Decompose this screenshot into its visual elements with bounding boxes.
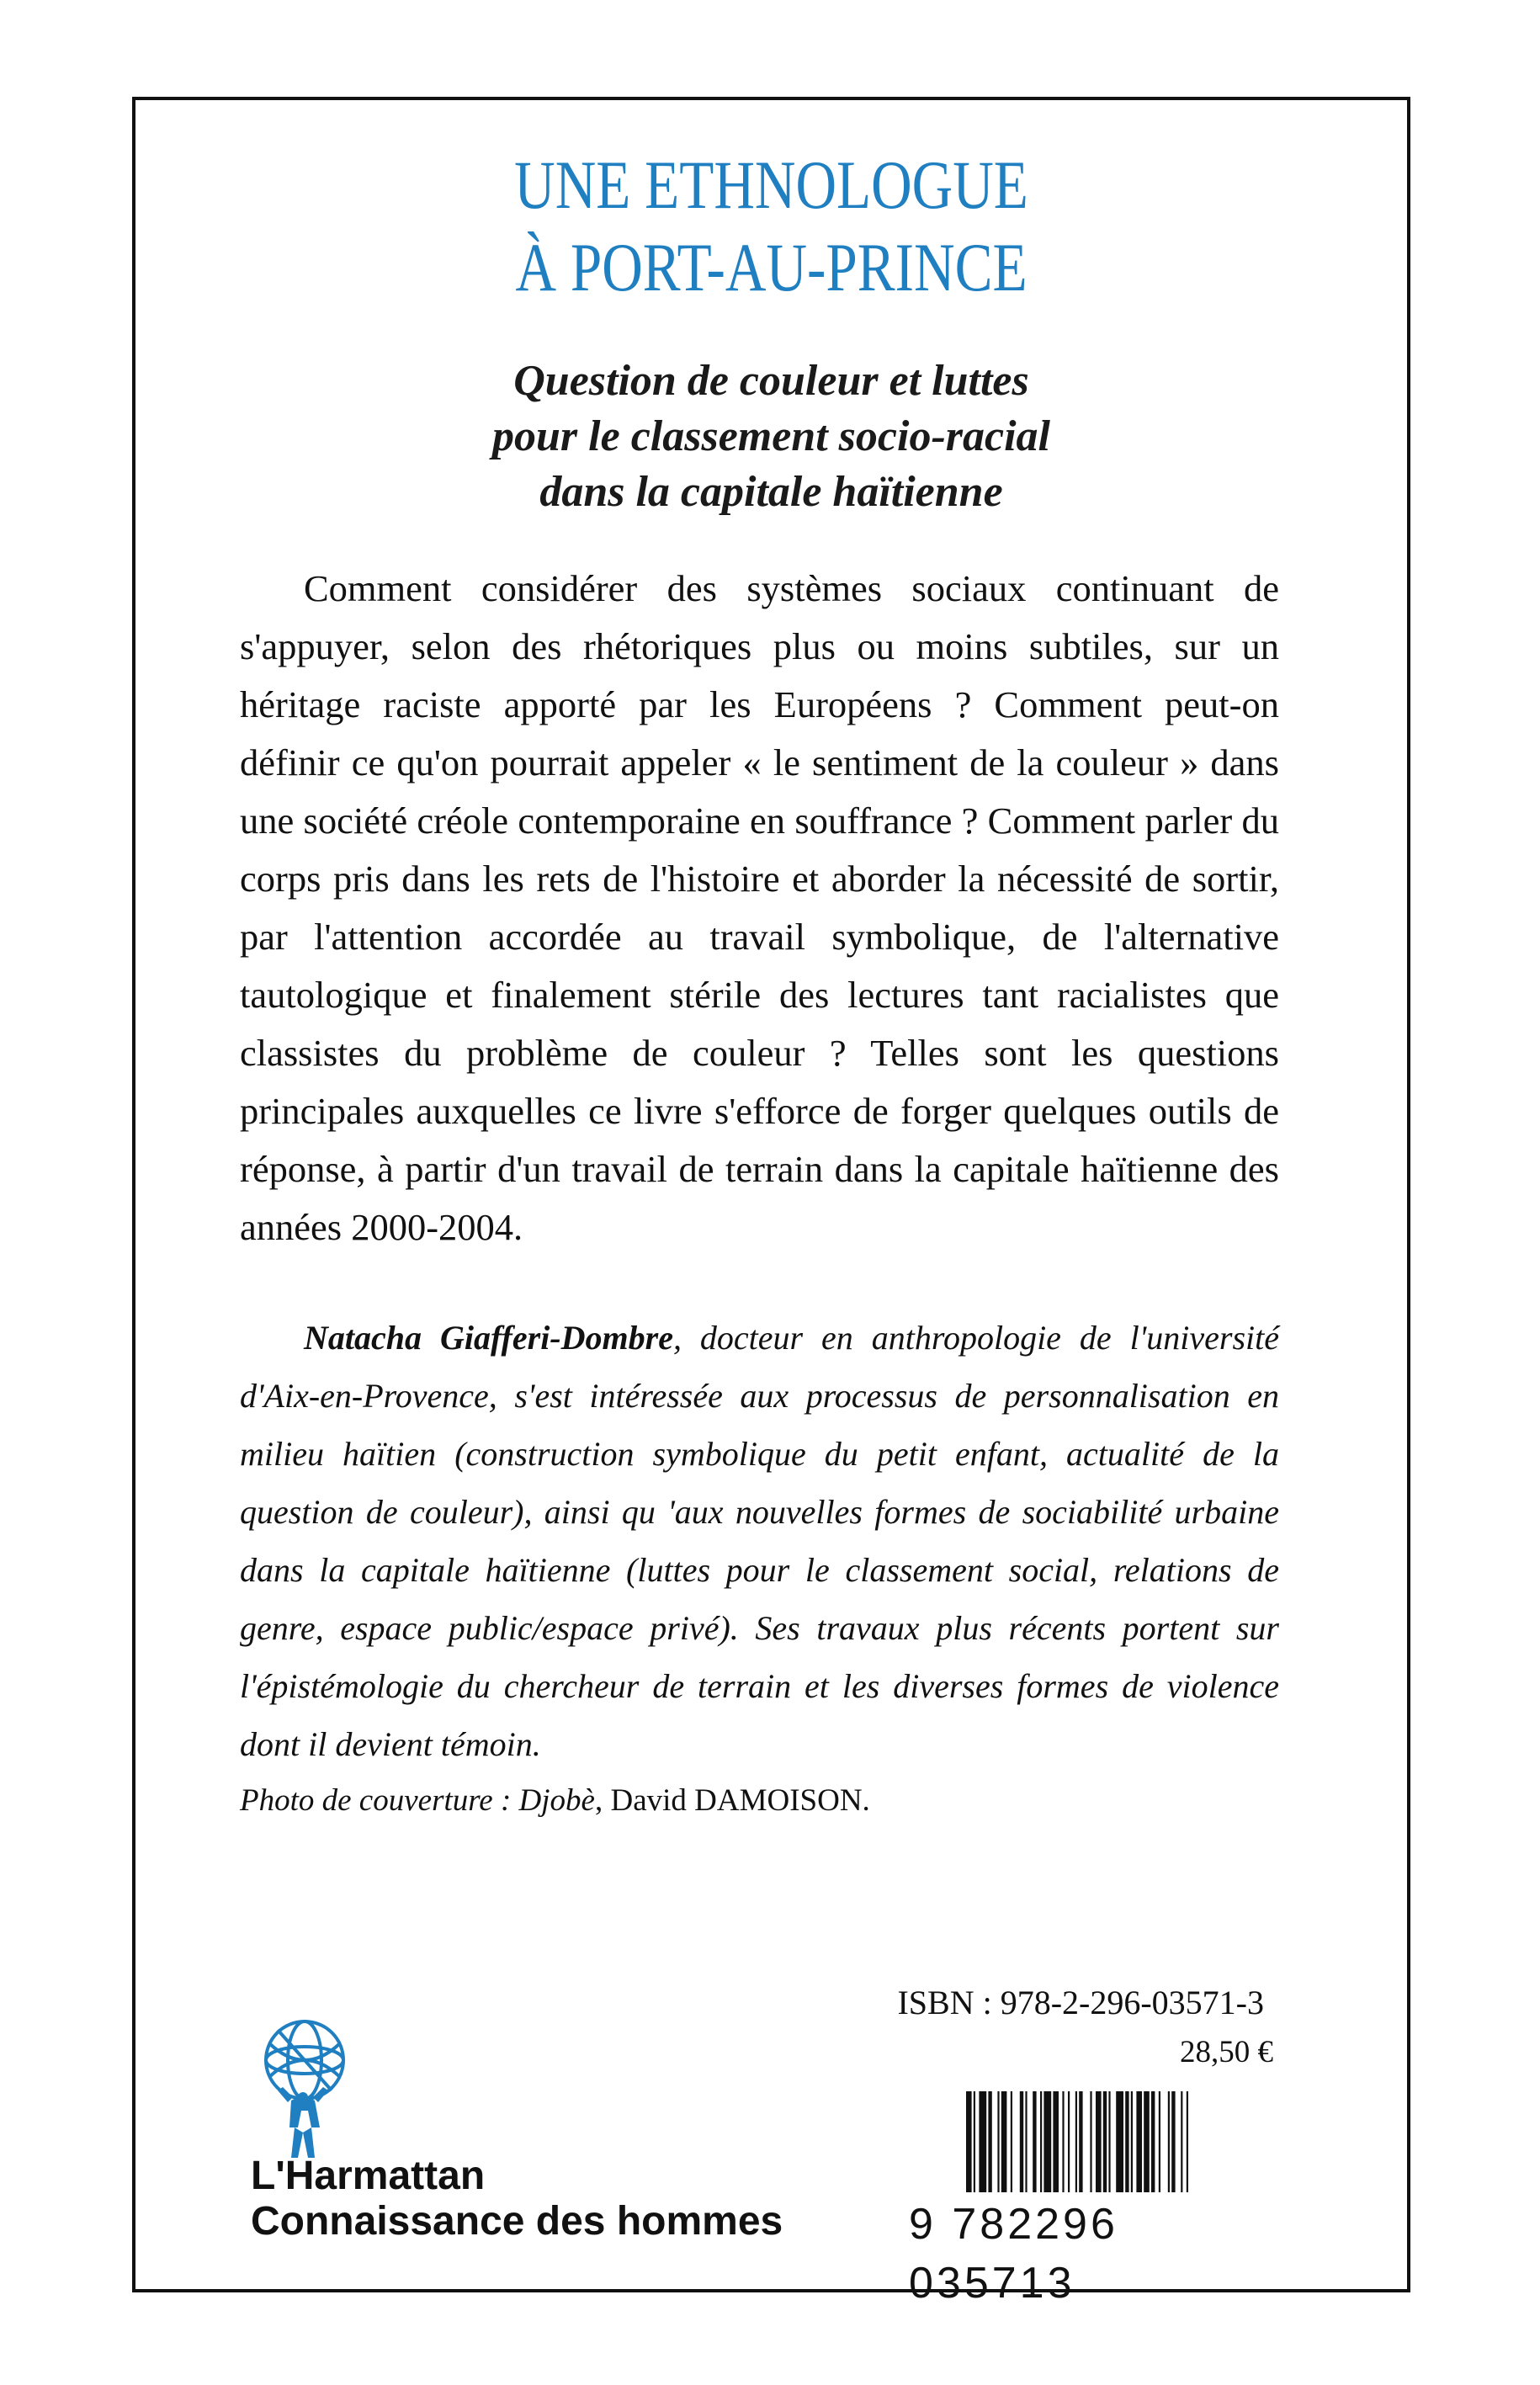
harmattan-atlas-logo-icon [244, 2010, 362, 2161]
book-title-line-1: UNE ETHNOLOGUE [514, 146, 1028, 223]
subtitle-line-2: pour le classement socio-racial [492, 412, 1050, 460]
subtitle-line-1: Question de couleur et luttes [513, 357, 1029, 405]
author-name: Natacha Giafferi-Dombre [304, 1319, 673, 1357]
barcode-digits: 9 782296 035713 [909, 2200, 1118, 2308]
book-title-line-2: À PORT-AU-PRINCE [515, 229, 1028, 305]
photo-credit-label: Photo de couverture : [240, 1783, 519, 1818]
subtitle-line-3: dans la capitale haïtienne [539, 468, 1003, 516]
publisher-name: L'Harmattan [251, 2154, 486, 2198]
author-bio-text: , docteur en anthropologie de l'université d'Aix-en-Provence, s'est intéressée aux processus de personnalisation en milieu haïtien (construction symbolique du petit enfant, actualité de la question de couleur), ainsi qu 'aux nouvelles formes de sociabilité urbaine dans la capitale haïtienne (luttes pour le classement social, relations de genre, espace public/espace privé). Ses travaux plus récents portent sur l'épistémologie du chercheur de terrain et les diverses formes de violence dont il devient témoin. [240, 1319, 1279, 1763]
collection-name: Connaissance des hommes [251, 2199, 783, 2244]
book-summary: Comment considérer des systèmes sociaux continuant de s'appuyer, selon des rhétoriques plus ou moins subtiles, sur un héritage raciste apporté par les Européens ? Comment peut-on définir ce qu'on pourrait appeler « le sentiment de la couleur » dans une société créole contemporaine en souffrance ? Comment parler du corps pris dans les rets de l'histoire et aborder la nécessité de sortir, par l'attention accordée au travail symbolique, de l'alternative tautologique et finalement stérile des lectures tant racialistes que classistes du problème de couleur ? Telles sont les questions principales auxquelles ce livre s'efforce de forger quelques outils de réponse, à partir d'un travail de terrain dans la capitale haïtienne des années 2000-2004. [240, 567, 1279, 1248]
photo-credit-author: , David DAMOISON. [594, 1783, 870, 1818]
isbn-label: ISBN : 978-2-296-03571-3 [897, 1984, 1264, 2021]
author-bio [240, 1309, 1279, 1773]
photo-credit [240, 1780, 870, 1822]
photo-credit-work: Djobè [518, 1783, 595, 1818]
price-label: 28,50 € [1180, 2035, 1273, 2069]
